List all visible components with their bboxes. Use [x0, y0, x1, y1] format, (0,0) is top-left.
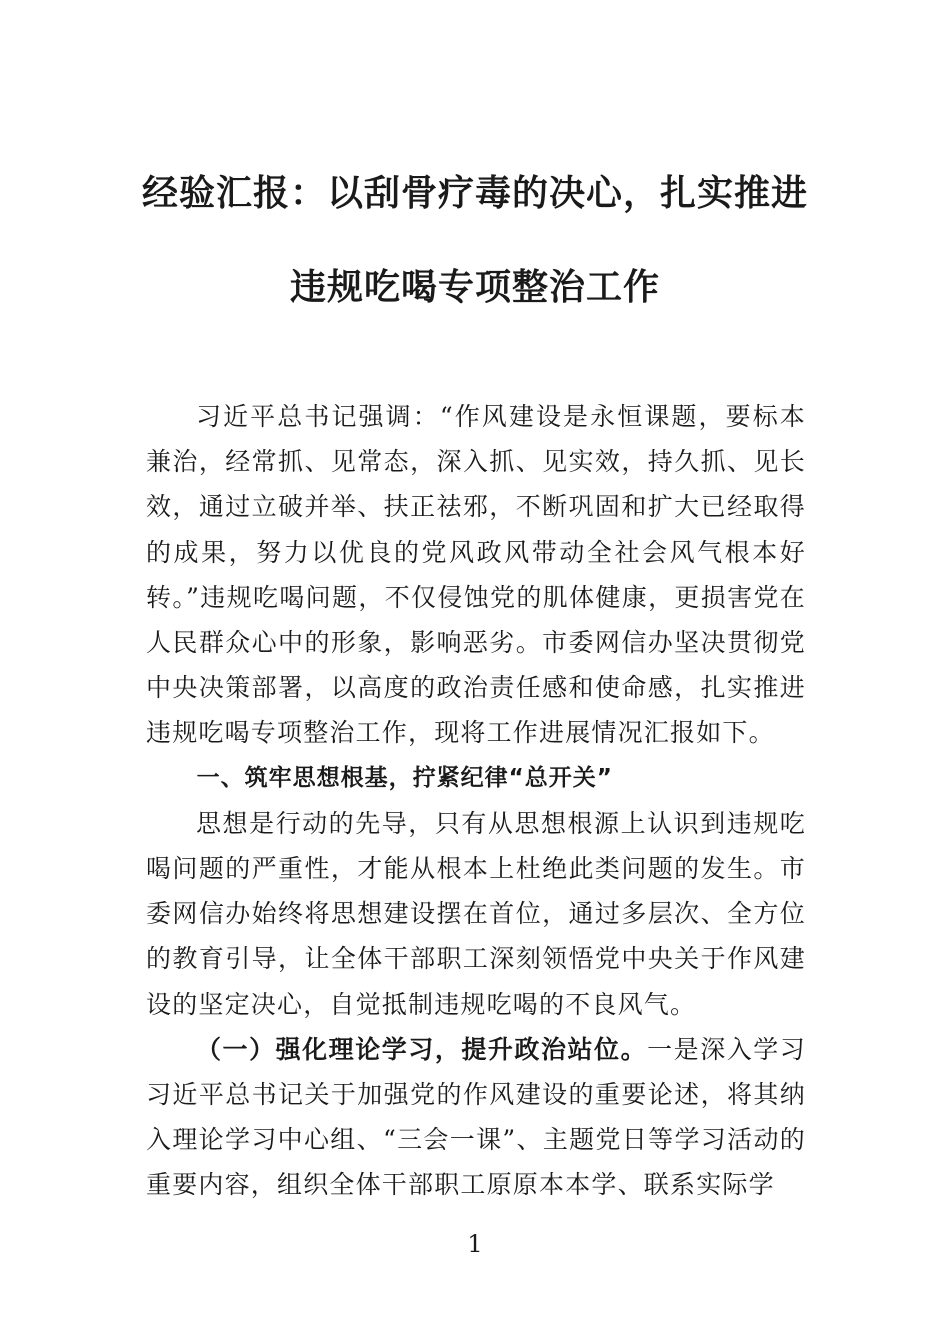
subsection-1-lead: （一）强化理论学习，提升政治站位。 — [196, 1034, 648, 1064]
page-number: 1 — [467, 1230, 483, 1258]
section-1-heading: 一、筑牢思想根基，拧紧纪律“总开关” — [196, 764, 613, 791]
document-body — [146, 394, 806, 1208]
document-title-line-2: 违规吃喝专项整治工作 — [289, 267, 660, 308]
subsection-1-paragraph — [146, 1027, 806, 1208]
intro-paragraph: 习近平总书记强调：“作风建设是永恒课题，要标本兼治，经常抓、见常态，深入抓、见实效，持久抓、见长效，通过立破并举、扶正祛邪，不断巩固和扩大已经取得的成果，努力以优良的党风政风带动全社会风气根本好转。”违规吃喝问题，不仅侵蚀党的肌体健康，更损害党在人民群众心中的形象，影响恶劣。市委网信办坚决贯彻党中央决策部署，以高度的政治责任感和使命感，扎实推进违规吃喝专项整治工作，现将工作进展情况汇报如下。 — [146, 402, 806, 748]
subsection-1-text: 一是深入学习习近平总书记关于加强党的作风建设的重要论述，将其纳入理论学习中心组、“三会一课”、主题党日等学习活动的重要内容，组织全体干部职工原原本本学、联系实际学 — [146, 1034, 807, 1200]
document-title-line-1: 经验汇报：以刮骨疗毒的决心，扎实推进 — [141, 173, 808, 214]
section-1-paragraph: 思想是行动的先导，只有从思想根源上认识到违规吃喝问题的严重性，才能从根本上杜绝此类问题的发生。市委网信办始终将思想建设摆在首位，通过多层次、全方位的教育引导，让全体干部职工深刻领悟党中央关于作风建设的坚定决心，自觉抵制违规吃喝的不良风气。 — [146, 808, 806, 1019]
